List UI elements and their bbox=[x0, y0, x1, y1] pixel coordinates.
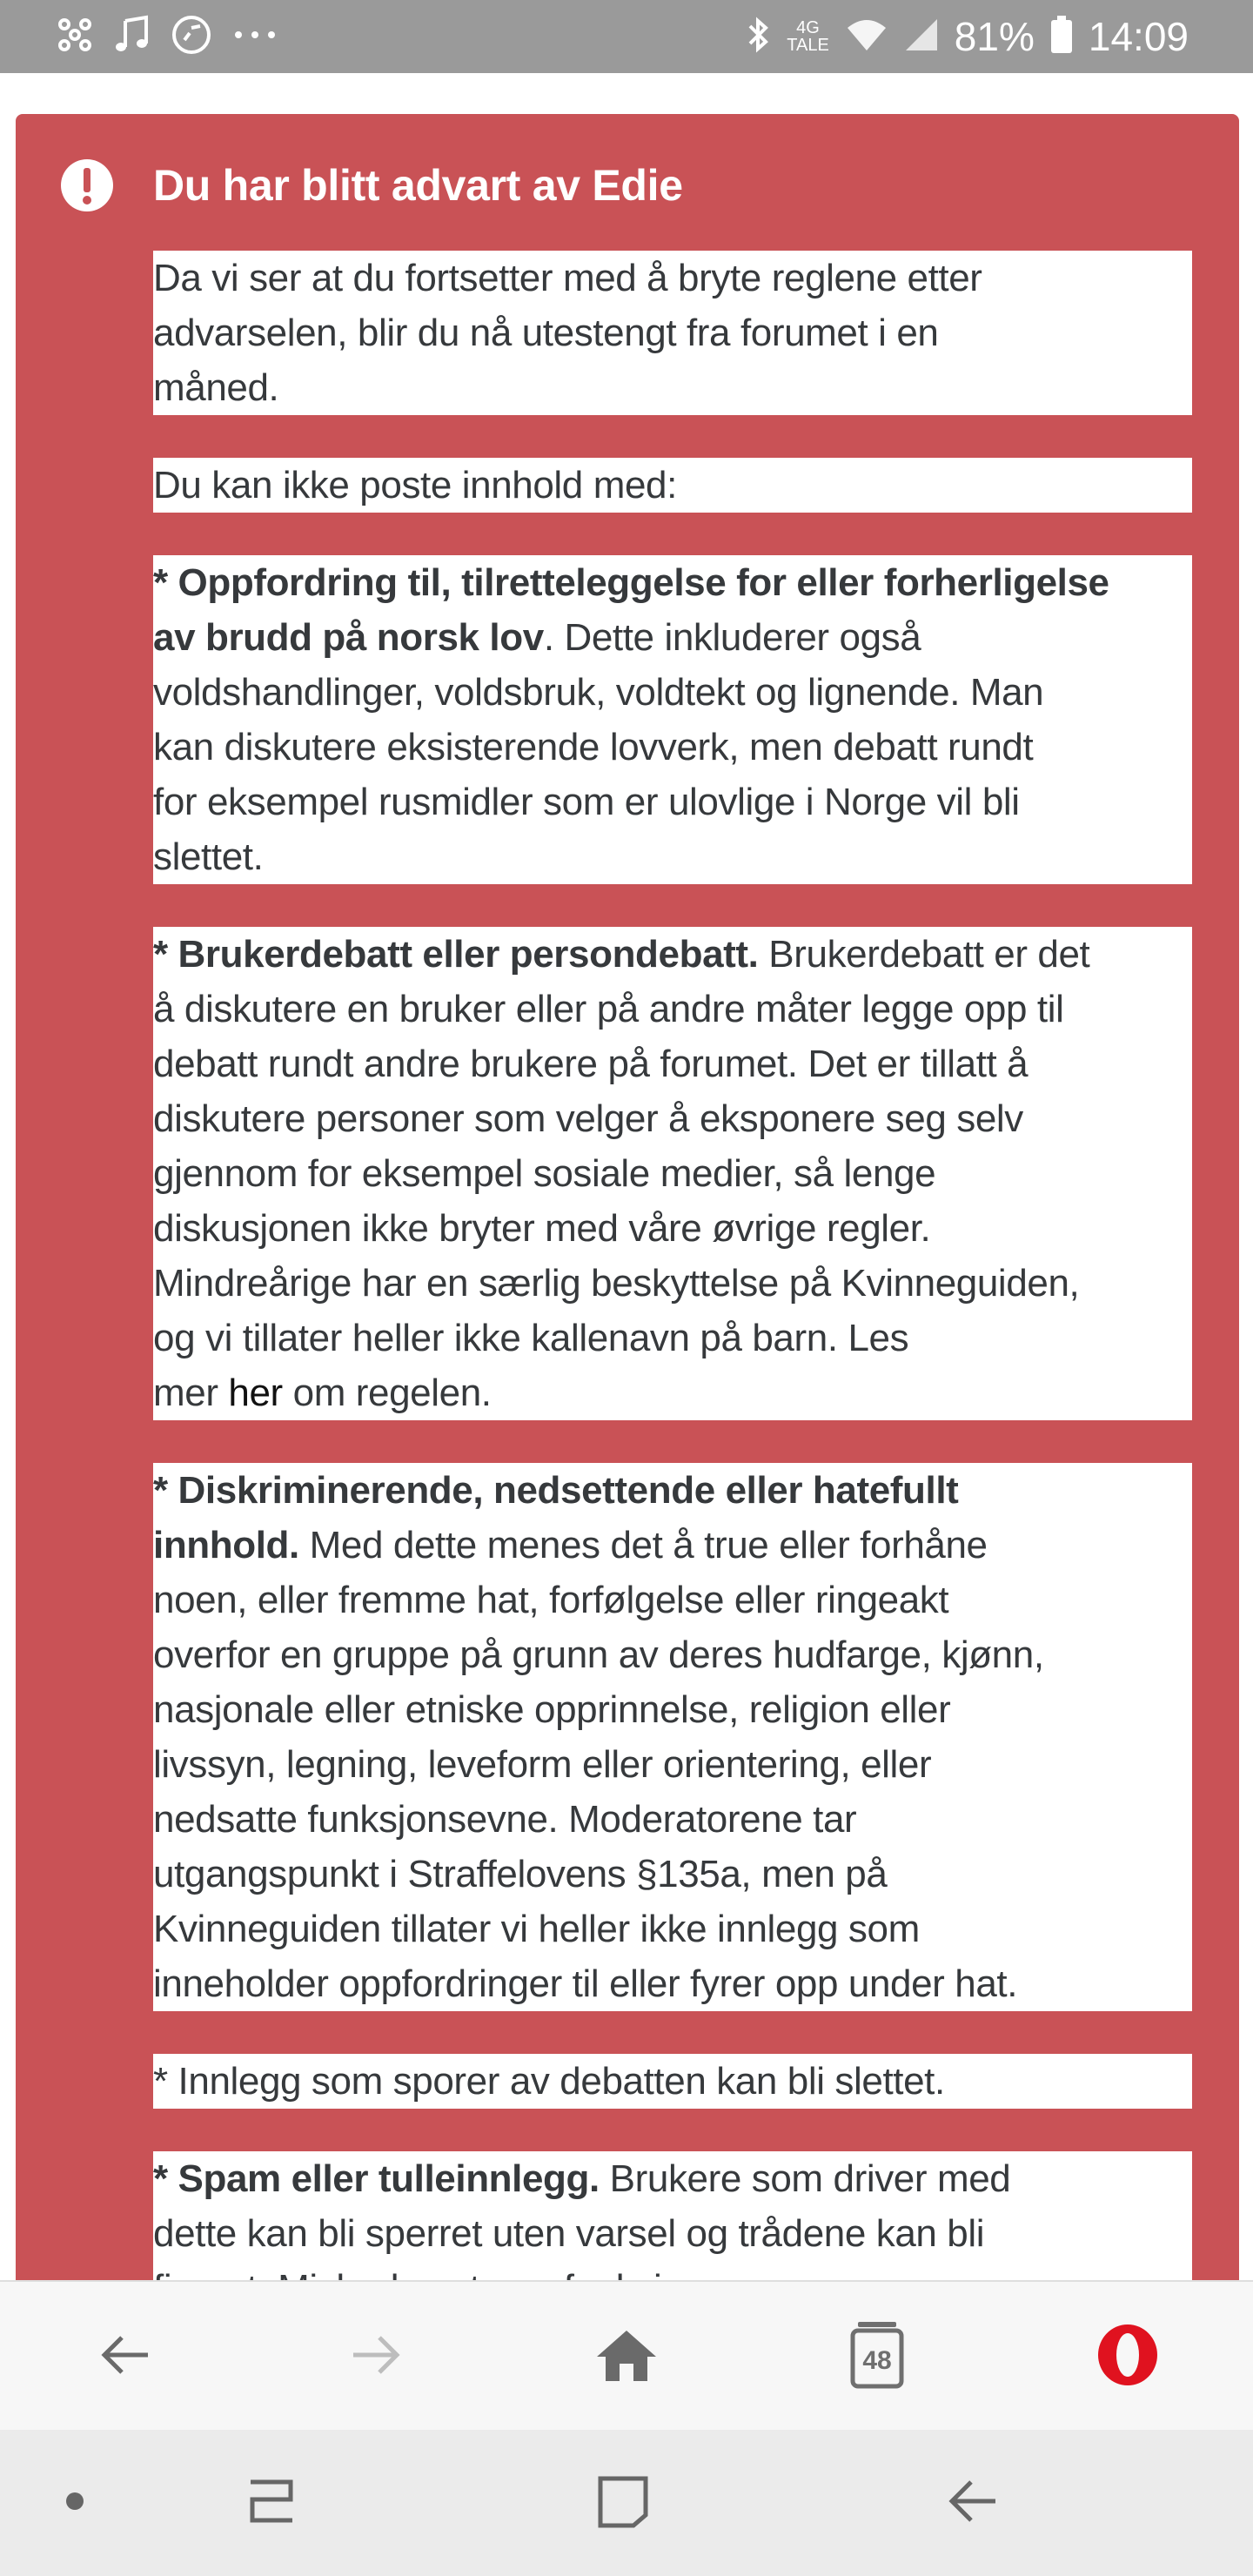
text-line: kan diskutere eksisterende lovverk, men debatt rundt bbox=[153, 726, 1034, 768]
text-line bbox=[153, 1518, 1190, 1573]
rule-text: Brukerdebatt er det bbox=[758, 933, 1090, 976]
text-line: Mindreårige har en særlig beskyttelse på Kvinneguiden, bbox=[153, 1262, 1080, 1305]
cannot-post-message bbox=[153, 458, 1192, 513]
rule-heading: * Brukerdebatt eller persondebatt. bbox=[153, 933, 759, 976]
nav-back-button[interactable] bbox=[931, 2461, 1015, 2545]
battery-percent: 81% bbox=[954, 14, 1035, 59]
text-line: Du kan ikke poste innhold med: bbox=[153, 464, 677, 506]
rule-heading: * Oppfordring til, tilretteleggelse for eller forherligelse bbox=[153, 561, 1109, 604]
recents-icon bbox=[244, 2473, 299, 2533]
rule-hateful-content bbox=[153, 1463, 1192, 2011]
text-line: og vi tillater heller ikke kallenavn på barn. Les bbox=[153, 1317, 909, 1359]
text-line bbox=[153, 610, 1190, 665]
back-icon bbox=[945, 2473, 1001, 2533]
tabs-button[interactable] bbox=[835, 2315, 919, 2398]
forward-button[interactable] bbox=[334, 2315, 418, 2398]
phone-call-icon bbox=[171, 14, 212, 60]
rule-law-violation bbox=[153, 555, 1192, 884]
home-square-button[interactable] bbox=[581, 2461, 665, 2545]
network-4g-label: 4G bbox=[796, 18, 820, 37]
home-icon bbox=[595, 2327, 658, 2387]
forward-arrow-icon bbox=[348, 2327, 404, 2387]
text-line: livssyn, legning, leveform eller orientering, eller bbox=[153, 1743, 932, 1786]
rule-user-debate bbox=[153, 927, 1192, 1420]
nav-dot-button[interactable] bbox=[33, 2461, 117, 2545]
android-nav-bar bbox=[0, 2430, 1253, 2576]
rule-text: Brukere som driver med bbox=[599, 2157, 1011, 2200]
text-line: nasjonale eller etniske opprinnelse, religion eller bbox=[153, 1688, 951, 1731]
text-line: utgangspunkt i Straffelovens §135a, men på bbox=[153, 1853, 888, 1895]
text-line: voldshandlinger, voldsbruk, voldtekt og lignende. Man bbox=[153, 671, 1044, 714]
text-line: slettet. bbox=[153, 835, 264, 878]
rule-heading: av brudd på norsk lov bbox=[153, 616, 544, 659]
rule-text: Med dette menes det å true eller forhåne bbox=[298, 1524, 988, 1566]
network-tale-label: TALE bbox=[787, 36, 829, 55]
rule-heading: innhold. bbox=[153, 1524, 299, 1566]
text-line: noen, eller fremme hat, forfølgelse eller ringeakt bbox=[153, 1579, 949, 1621]
clock: 14:09 bbox=[1088, 14, 1189, 59]
warning-card bbox=[16, 114, 1239, 2280]
rule-text: mer bbox=[153, 1372, 229, 1414]
rule-link-here[interactable]: her bbox=[228, 1372, 283, 1414]
bluetooth-icon bbox=[747, 16, 771, 58]
wifi-icon bbox=[845, 17, 888, 57]
pinwheel-icon bbox=[56, 16, 94, 58]
text-line: Kvinneguiden tillater vi heller ikke innlegg som bbox=[153, 1908, 920, 1950]
browser-bottom-bar bbox=[0, 2280, 1253, 2430]
status-right-icons bbox=[747, 12, 1189, 61]
battery-icon bbox=[1050, 16, 1073, 58]
text-line bbox=[153, 927, 1190, 982]
rule-heading: * Diskriminerende, nedsettende eller hatefullt bbox=[153, 1469, 959, 1512]
rule-text: om regelen. bbox=[282, 1372, 492, 1414]
music-note-icon bbox=[115, 16, 150, 58]
text-line: for eksempel rusmidler som er ulovlige i Norge vil bli bbox=[153, 781, 1020, 823]
rule-heading: * Spam eller tulleinnlegg. bbox=[153, 2157, 600, 2200]
tabs-icon bbox=[849, 2320, 905, 2394]
home-square-icon bbox=[595, 2473, 651, 2533]
opera-logo-icon bbox=[1095, 2322, 1161, 2392]
back-arrow-icon bbox=[97, 2327, 153, 2387]
network-type bbox=[787, 19, 829, 54]
back-button[interactable] bbox=[84, 2315, 167, 2398]
text-line: nedsatte funksjonsevne. Moderatorene tar bbox=[153, 1798, 857, 1841]
text-line: gjennom for eksempel sosiale medier, så lenge bbox=[153, 1152, 936, 1195]
text-line bbox=[153, 555, 1190, 610]
text-line: overfor en gruppe på grunn av deres hudfarge, kjønn, bbox=[153, 1633, 1044, 1676]
text-line: advarselen, blir du nå utestengt fra forumet i en bbox=[153, 312, 939, 354]
text-line: måned. bbox=[153, 366, 279, 409]
text-line: Da vi ser at du fortsetter med å bryte reglene etter bbox=[153, 257, 982, 299]
opera-menu-button[interactable] bbox=[1086, 2315, 1169, 2398]
text-line: diskutere personer som velger å eksponere seg selv bbox=[153, 1097, 1023, 1140]
home-button[interactable] bbox=[585, 2315, 668, 2398]
text-line: * Innlegg som sporer av debatten kan bli slettet. bbox=[153, 2060, 945, 2103]
text-line bbox=[153, 2151, 1190, 2206]
text-line: diskusjonen ikke bryter med våre øvrige regler. bbox=[153, 1207, 931, 1250]
text-line: å diskutere en bruker eller på andre måter legge opp til bbox=[153, 988, 1064, 1030]
rule-text: . Dette inkluderer også bbox=[543, 616, 921, 659]
dot-icon bbox=[64, 2491, 85, 2516]
exclamation-circle-icon bbox=[59, 158, 115, 213]
more-dots-icon bbox=[233, 26, 277, 48]
intro-message bbox=[153, 251, 1192, 415]
text-line bbox=[153, 1463, 1190, 1518]
warning-title: Du har blitt advart av Edie bbox=[153, 161, 683, 210]
tabs-count: 48 bbox=[862, 2345, 892, 2375]
text-line: debatt rundt andre brukere på forumet. Det er tillatt å bbox=[153, 1043, 1029, 1085]
text-line bbox=[153, 1365, 1190, 1420]
recents-button[interactable] bbox=[230, 2461, 313, 2545]
signal-icon bbox=[904, 17, 939, 57]
rule-off-topic bbox=[153, 2054, 1192, 2109]
status-left-icons bbox=[56, 12, 277, 61]
text-line: dette kan bli sperret uten varsel og trådene kan bli bbox=[153, 2212, 985, 2255]
text-line: inneholder oppfordringer til eller fyrer opp under hat. bbox=[153, 1962, 1018, 2005]
status-bar bbox=[0, 0, 1253, 73]
